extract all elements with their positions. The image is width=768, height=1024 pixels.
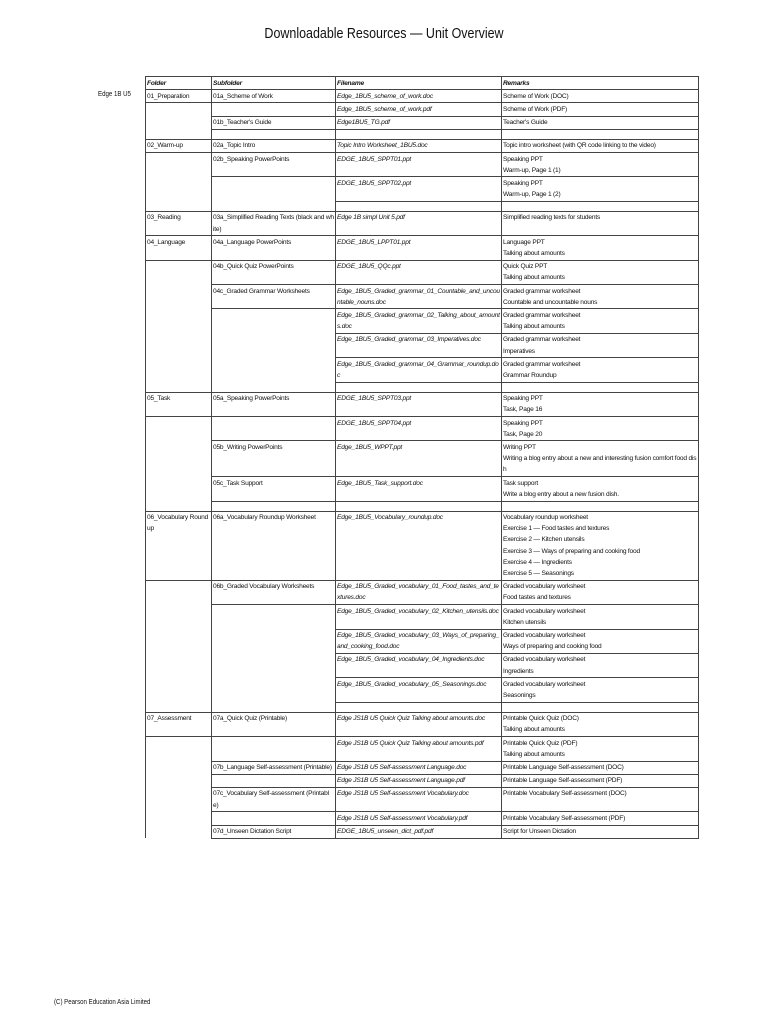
folder-cell (146, 774, 212, 787)
table-row (146, 629, 699, 653)
folder-cell (146, 333, 212, 357)
table-row (146, 236, 699, 260)
table-row (146, 211, 699, 235)
filename-cell: Edge_1BU5_scheme_of_work.doc (336, 90, 502, 103)
spacer-cell (212, 501, 336, 511)
folder-cell: 03_Reading (146, 211, 212, 235)
table-row (146, 737, 699, 761)
folder-cell: 01_Preparation (146, 90, 212, 103)
table-row (146, 333, 699, 357)
subfolder-cell: 04b_Quick Quiz PowerPoints (212, 260, 336, 284)
table-row (146, 116, 699, 129)
subfolder-cell (212, 358, 336, 382)
spacer-cell (502, 129, 699, 139)
filename-cell: Edge1BU5_TG.pdf (336, 116, 502, 129)
remarks-cell: Quick Quiz PPT Talking about amounts (502, 260, 699, 284)
filename-cell: EDGE_1BU5_SPPT02.ppt (336, 177, 502, 201)
table-row (146, 761, 699, 774)
folder-cell (146, 153, 212, 177)
spacer-cell (146, 702, 212, 712)
remarks-cell: Script for Unseen Dictation (502, 825, 699, 838)
filename-cell: Edge_1BU5_Graded_grammar_03_Imperatives.doc (336, 333, 502, 357)
spacer-cell (146, 382, 212, 392)
remarks-cell: Printable Language Self-assessment (DOC) (502, 761, 699, 774)
remarks-cell: Task support Write a blog entry about a new fusion dish. (502, 477, 699, 501)
table-row (146, 441, 699, 477)
filename-cell: Edge_1BU5_WPPT.ppt (336, 441, 502, 477)
spacer-cell (502, 702, 699, 712)
filename-cell: EDGE_1BU5_QQc.ppt (336, 260, 502, 284)
subfolder-cell: 04a_Language PowerPoints (212, 236, 336, 260)
folder-cell (146, 441, 212, 477)
folder-cell (146, 580, 212, 604)
section-spacer (146, 702, 699, 712)
remarks-cell: Topic intro worksheet (with QR code linking to the video) (502, 139, 699, 152)
subfolder-cell (212, 333, 336, 357)
subfolder-cell: 07a_Quick Quiz (Printable) (212, 712, 336, 736)
table-row (146, 787, 699, 811)
subfolder-cell (212, 177, 336, 201)
copyright-footer: (C) Pearson Education Asia Limited (54, 997, 151, 1006)
filename-cell: Topic Intro Worksheet_1BU5.doc (336, 139, 502, 152)
table-row (146, 774, 699, 787)
spacer-cell (212, 129, 336, 139)
folder-cell: 07_Assessment (146, 712, 212, 736)
section-spacer (146, 382, 699, 392)
filename-cell: Edge JS1B U5 Self-assessment Vocabulary.pdf (336, 812, 502, 825)
subfolder-cell: 02b_Speaking PowerPoints (212, 153, 336, 177)
remarks-cell: Scheme of Work (DOC) (502, 90, 699, 103)
subfolder-cell: 05a_Speaking PowerPoints (212, 392, 336, 416)
subfolder-cell (212, 812, 336, 825)
remarks-cell: Graded vocabulary worksheet Ways of preparing and cooking food (502, 629, 699, 653)
table-header-row (146, 77, 699, 90)
table-row (146, 605, 699, 629)
subfolder-cell: 05b_Writing PowerPoints (212, 441, 336, 477)
remarks-cell: Writing PPT Writing a blog entry about a new and interesting fusion comfort food dish (502, 441, 699, 477)
table-row (146, 153, 699, 177)
subfolder-cell (212, 653, 336, 677)
subfolder-cell (212, 737, 336, 761)
filename-cell: Edge 1B simpl Unit 5.pdf (336, 211, 502, 235)
remarks-cell: Vocabulary roundup worksheet Exercise 1 — Food tastes and textures Exercise 2 — Kitchen utensils Exercise 3 — Ways of preparing and cooking food Exercise 4 — Ingredients Exercise 5 — Seasonings (502, 511, 699, 580)
subfolder-cell (212, 309, 336, 333)
folder-cell: 06_Vocabulary Roundup (146, 511, 212, 580)
filename-cell: Edge_1BU5_Graded_vocabulary_02_Kitchen_utensils.doc (336, 605, 502, 629)
folder-cell (146, 285, 212, 309)
spacer-cell (146, 129, 212, 139)
unit-label: Edge 1B U5 (98, 89, 131, 98)
subfolder-cell: 02a_Topic Intro (212, 139, 336, 152)
table-row (146, 309, 699, 333)
subfolder-cell: 07b_Language Self-assessment (Printable) (212, 761, 336, 774)
table-row (146, 678, 699, 702)
remarks-cell: Graded grammar worksheet Countable and uncountable nouns (502, 285, 699, 309)
folder-cell (146, 825, 212, 838)
remarks-cell: Printable Language Self-assessment (PDF) (502, 774, 699, 787)
table-row (146, 812, 699, 825)
subfolder-cell: 03a_Simplified Reading Texts (black and white) (212, 211, 336, 235)
folder-cell: 04_Language (146, 236, 212, 260)
folder-cell (146, 260, 212, 284)
subfolder-cell: 04c_Graded Grammar Worksheets (212, 285, 336, 309)
remarks-cell: Graded vocabulary worksheet Seasonings (502, 678, 699, 702)
folder-cell (146, 605, 212, 629)
spacer-cell (336, 382, 502, 392)
remarks-cell: Graded vocabulary worksheet Ingredients (502, 653, 699, 677)
folder-cell (146, 653, 212, 677)
remarks-cell: Language PPT Talking about amounts (502, 236, 699, 260)
folder-cell (146, 477, 212, 501)
folder-cell (146, 417, 212, 441)
remarks-cell: Scheme of Work (PDF) (502, 103, 699, 116)
section-spacer (146, 501, 699, 511)
subfolder-cell (212, 678, 336, 702)
folder-cell (146, 358, 212, 382)
remarks-cell: Speaking PPT Warm-up, Page 1 (1) (502, 153, 699, 177)
remarks-cell: Speaking PPT Warm-up, Page 1 (2) (502, 177, 699, 201)
folder-cell (146, 761, 212, 774)
header-filename: Filename (336, 77, 502, 90)
remarks-cell: Printable Vocabulary Self-assessment (PDF) (502, 812, 699, 825)
table-row (146, 580, 699, 604)
table-row (146, 825, 699, 838)
table-body (146, 90, 699, 839)
filename-cell: EDGE_1BU5_SPPT03.ppt (336, 392, 502, 416)
remarks-cell: Graded vocabulary worksheet Food tastes and textures (502, 580, 699, 604)
spacer-cell (502, 501, 699, 511)
filename-cell: Edge_1BU5_Graded_vocabulary_05_Seasonings.doc (336, 678, 502, 702)
filename-cell: Edge_1BU5_scheme_of_work.pdf (336, 103, 502, 116)
folder-cell (146, 737, 212, 761)
filename-cell: Edge JS1B U5 Self-assessment Language.doc (336, 761, 502, 774)
folder-cell: 05_Task (146, 392, 212, 416)
subfolder-cell: 01a_Scheme of Work (212, 90, 336, 103)
folder-cell (146, 787, 212, 811)
folder-cell (146, 629, 212, 653)
spacer-cell (502, 201, 699, 211)
filename-cell: EDGE_1BU5_LPPT01.ppt (336, 236, 502, 260)
subfolder-cell: 06b_Graded Vocabulary Worksheets (212, 580, 336, 604)
filename-cell: Edge JS1B U5 Self-assessment Language.pdf (336, 774, 502, 787)
remarks-cell: Teacher's Guide (502, 116, 699, 129)
filename-cell: EDGE_1BU5_SPPT04.ppt (336, 417, 502, 441)
spacer-cell (336, 501, 502, 511)
table-row (146, 260, 699, 284)
filename-cell: EDGE_1BU5_SPPT01.ppt (336, 153, 502, 177)
subfolder-cell: 07d_Unseen Dictation Script (212, 825, 336, 838)
filename-cell: Edge JS1B U5 Quick Quiz Talking about amounts.doc (336, 712, 502, 736)
subfolder-cell (212, 103, 336, 116)
spacer-cell (336, 129, 502, 139)
filename-cell: Edge JS1B U5 Self-assessment Vocabulary.doc (336, 787, 502, 811)
header-folder: Folder (146, 77, 212, 90)
filename-cell: Edge_1BU5_Graded_vocabulary_01_Food_tastes_and_textures.doc (336, 580, 502, 604)
folder-cell (146, 812, 212, 825)
table-row (146, 177, 699, 201)
remarks-cell: Graded grammar worksheet Grammar Roundup (502, 358, 699, 382)
table-row (146, 103, 699, 116)
filename-cell: Edge_1BU5_Graded_vocabulary_04_Ingredients.doc (336, 653, 502, 677)
remarks-cell: Speaking PPT Task, Page 16 (502, 392, 699, 416)
subfolder-cell: 01b_Teacher's Guide (212, 116, 336, 129)
remarks-cell: Printable Quick Quiz (DOC) Talking about amounts (502, 712, 699, 736)
filename-cell: Edge_1BU5_Graded_vocabulary_03_Ways_of_preparing_and_cooking_food.doc (336, 629, 502, 653)
section-spacer (146, 129, 699, 139)
remarks-cell: Graded grammar worksheet Imperatives (502, 333, 699, 357)
table-row (146, 417, 699, 441)
header-remarks: Remarks (502, 77, 699, 90)
spacer-cell (146, 501, 212, 511)
filename-cell: Edge JS1B U5 Quick Quiz Talking about amounts.pdf (336, 737, 502, 761)
subfolder-cell: 07c_Vocabulary Self-assessment (Printable) (212, 787, 336, 811)
resources-table (145, 76, 699, 839)
table-row (146, 285, 699, 309)
remarks-cell: Graded grammar worksheet Talking about amounts (502, 309, 699, 333)
table-row (146, 477, 699, 501)
table-row (146, 712, 699, 736)
remarks-cell: Simplified reading texts for students (502, 211, 699, 235)
spacer-cell (502, 382, 699, 392)
remarks-cell: Printable Vocabulary Self-assessment (DOC) (502, 787, 699, 811)
subfolder-cell: 06a_Vocabulary Roundup Worksheet (212, 511, 336, 580)
filename-cell: Edge_1BU5_Graded_grammar_01_Countable_and_uncountable_nouns.doc (336, 285, 502, 309)
table-row (146, 358, 699, 382)
subfolder-cell (212, 605, 336, 629)
remarks-cell: Speaking PPT Task, Page 20 (502, 417, 699, 441)
spacer-cell (336, 702, 502, 712)
header-subfolder: Subfolder (212, 77, 336, 90)
section-spacer (146, 201, 699, 211)
subfolder-cell (212, 417, 336, 441)
folder-cell (146, 678, 212, 702)
table-row (146, 90, 699, 103)
page-title: Downloadable Resources — Unit Overview (264, 26, 504, 42)
spacer-cell (212, 201, 336, 211)
subfolder-cell (212, 774, 336, 787)
filename-cell: Edge_1BU5_Task_support.doc (336, 477, 502, 501)
subfolder-cell (212, 629, 336, 653)
filename-cell: Edge_1BU5_Graded_grammar_02_Talking_about_amounts.doc (336, 309, 502, 333)
table-row (146, 511, 699, 580)
spacer-cell (212, 382, 336, 392)
folder-cell (146, 103, 212, 116)
filename-cell: Edge_1BU5_Graded_grammar_04_Grammar_roundup.doc (336, 358, 502, 382)
filename-cell: EDGE_1BU5_unseen_dict_pdf.pdf (336, 825, 502, 838)
folder-cell: 02_Warm-up (146, 139, 212, 152)
folder-cell (146, 116, 212, 129)
table-row (146, 653, 699, 677)
spacer-cell (212, 702, 336, 712)
table-row (146, 392, 699, 416)
remarks-cell: Printable Quick Quiz (PDF) Talking about amounts (502, 737, 699, 761)
spacer-cell (336, 201, 502, 211)
folder-cell (146, 309, 212, 333)
subfolder-cell: 05c_Task Support (212, 477, 336, 501)
filename-cell: Edge_1BU5_Vocabulary_roundup.doc (336, 511, 502, 580)
spacer-cell (146, 201, 212, 211)
folder-cell (146, 177, 212, 201)
table-row (146, 139, 699, 152)
remarks-cell: Graded vocabulary worksheet Kitchen utensils (502, 605, 699, 629)
